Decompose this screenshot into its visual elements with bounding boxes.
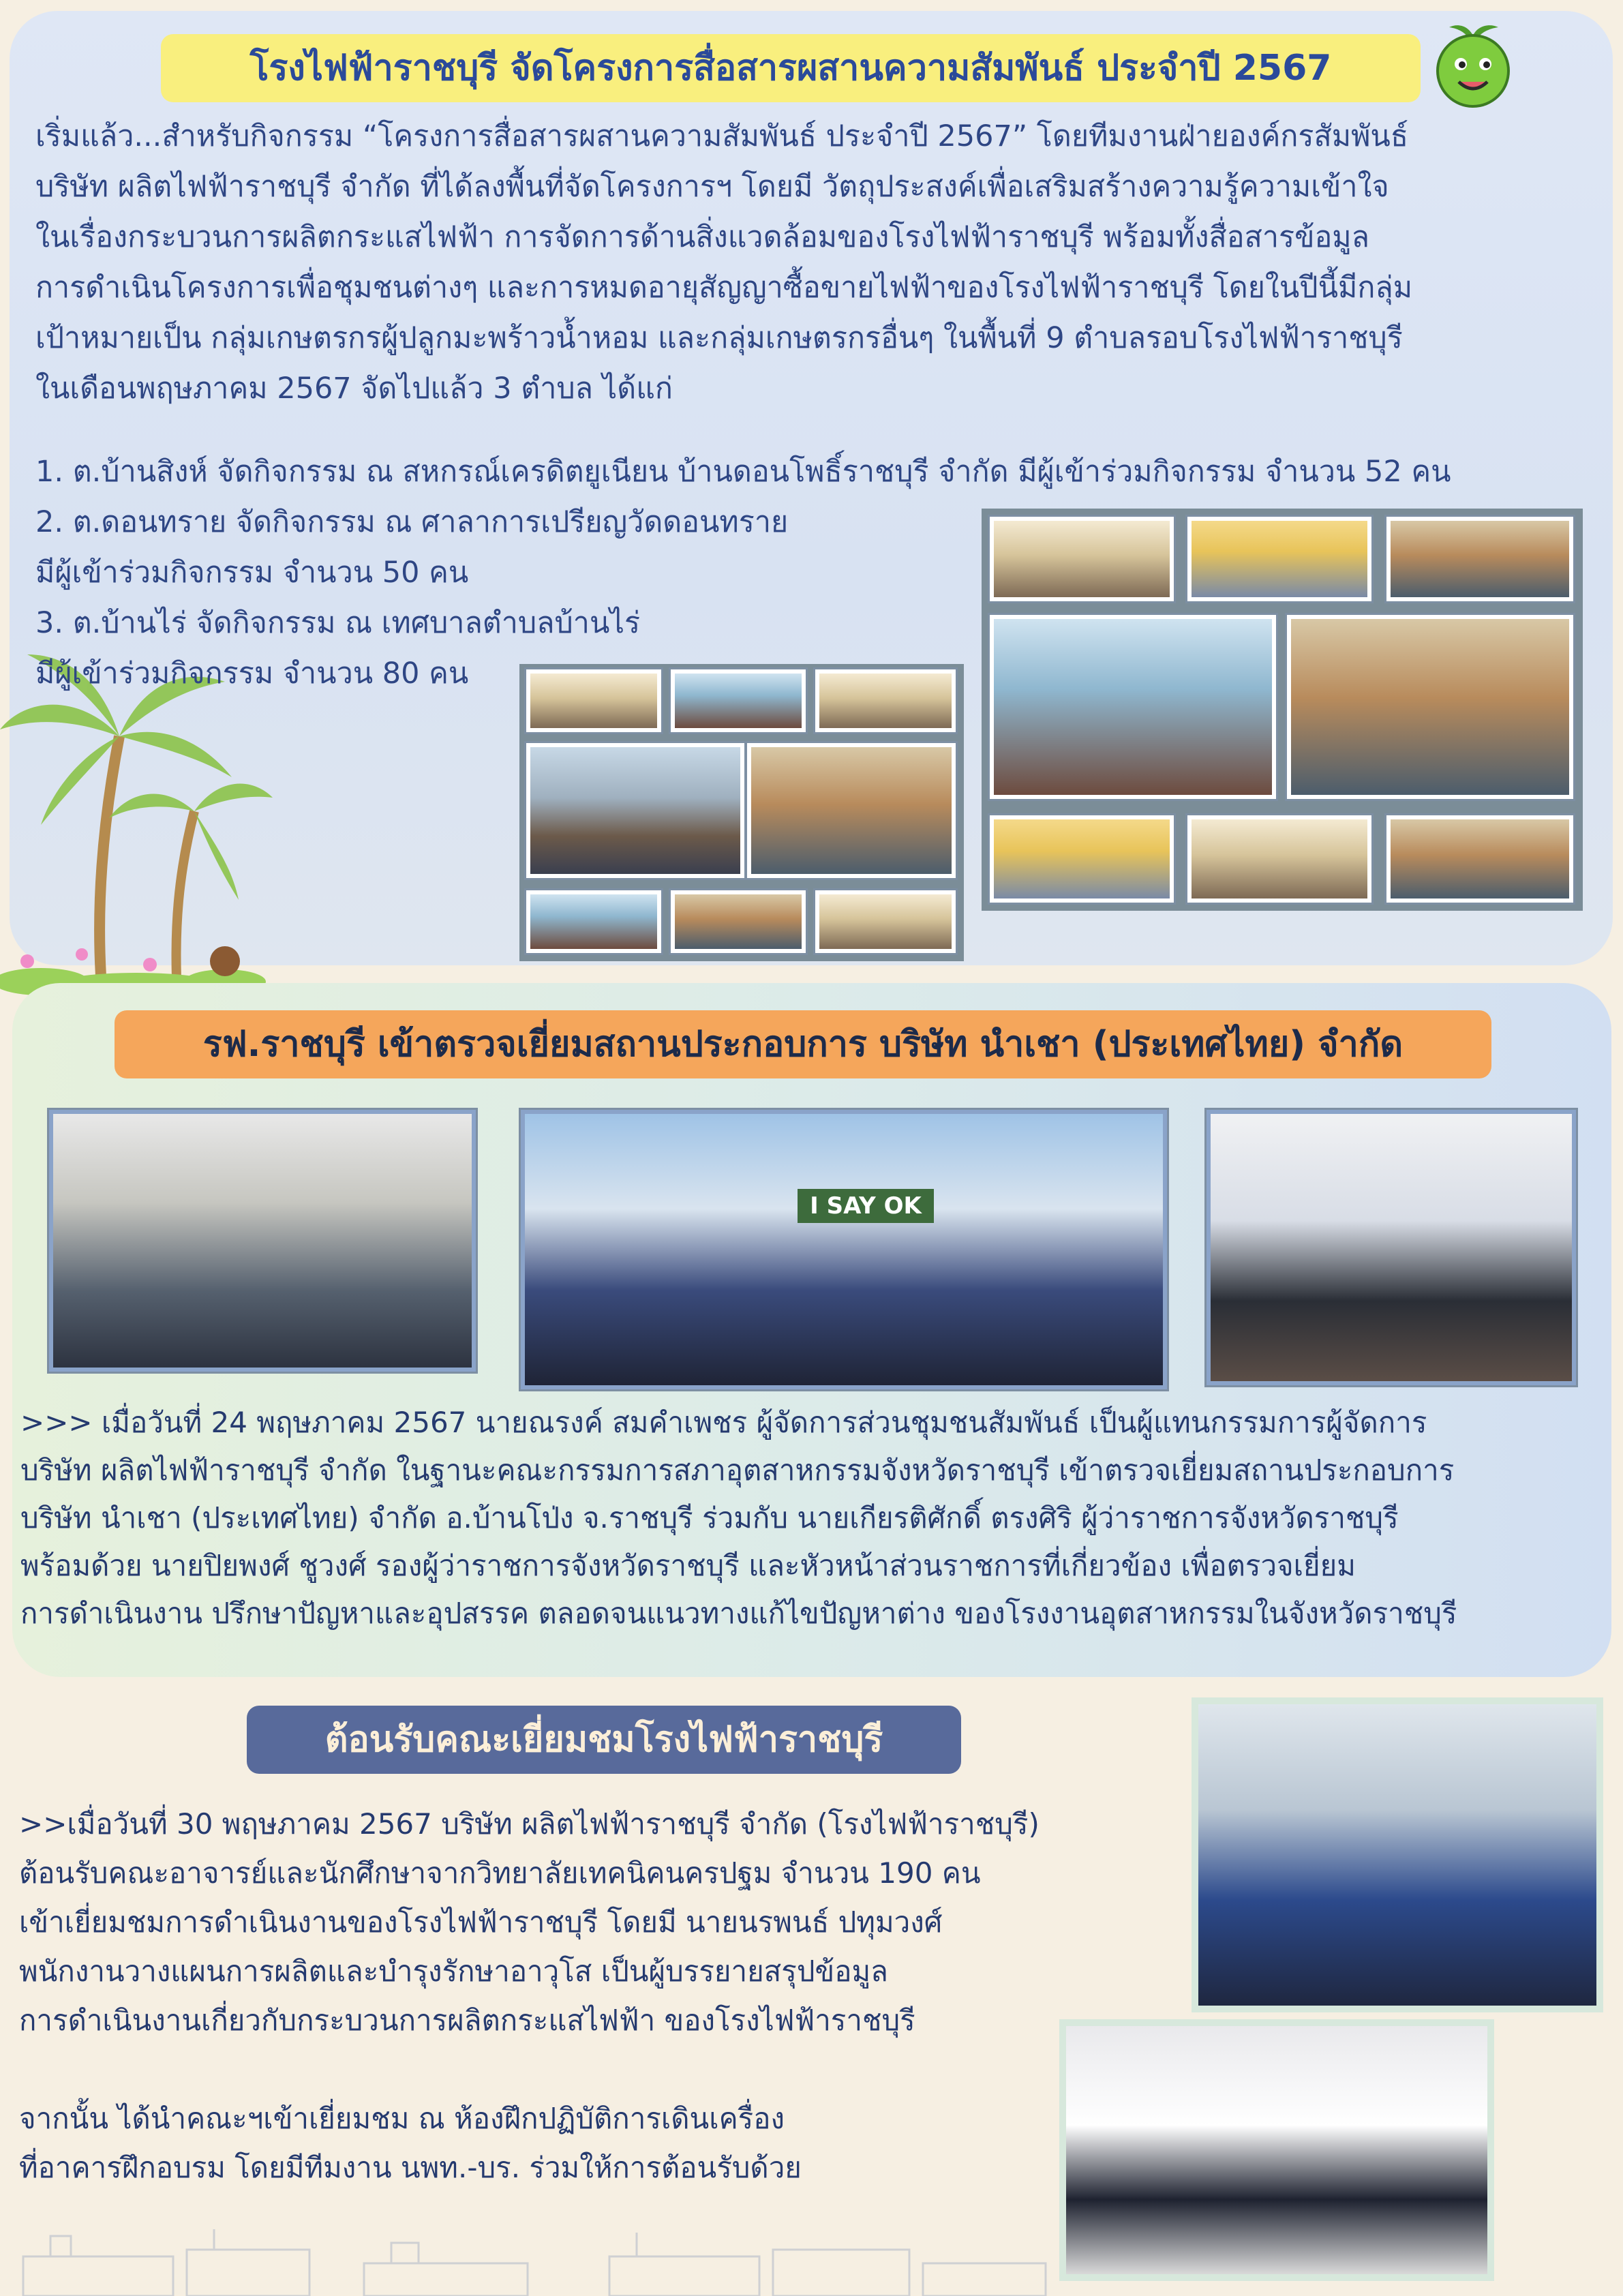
section3-title: ต้อนรับคณะเยี่ยมชมโรงไฟฟ้าราชบุรี [247, 1706, 961, 1774]
training-room-photo [1059, 2019, 1494, 2281]
factory-visit-photo [49, 1110, 476, 1372]
activity-photo [671, 890, 806, 953]
banner-sign: I SAY OK [798, 1189, 934, 1223]
body-line: >>> เมื่อวันที่ 24 พฤษภาคม 2567 นายณรงค์ สมคำเพชร ผู้จัดการส่วนชุมชนสัมพันธ์ เป็นผู้แทนกรรมการผู้จัดการ [20, 1406, 1427, 1439]
intro-line: บริษัท ผลิตไฟฟ้าราชบุรี จำกัด ที่ได้ลงพื้นที่จัดโครงการฯ โดยมี วัตถุประสงค์เพื่อเสริมสร้างความรู้ความเข้าใจ [35, 170, 1389, 204]
student-group-photo [1192, 1697, 1603, 2012]
activity-photo [747, 743, 956, 878]
list-item: 1. ต.บ้านสิงห์ จัดกิจกรรม ณ สหกรณ์เครดิตยูเนียน บ้านดอนโพธิ์ราชบุรี จำกัด มีผู้เข้าร่วมกิจกรรม จำนวน 52 คน [35, 455, 1451, 489]
body-line: การดำเนินงานเกี่ยวกับกระบวนการผลิตกระแสไฟฟ้า ของโรงไฟฟ้าราชบุรี [19, 2004, 915, 2037]
list-item: มีผู้เข้าร่วมกิจกรรม จำนวน 50 คน [35, 556, 469, 590]
body-line: ที่อาคารฝึกอบรม โดยมีทีมงาน นพท.-บร. ร่วมให้การต้อนรับด้วย [19, 2151, 802, 2184]
section1-title: โรงไฟฟ้าราชบุรี จัดโครงการสื่อสารผสานความสัมพันธ์ ประจำปี 2567 [161, 34, 1421, 102]
section1-item1 [35, 447, 1451, 497]
body-line: บริษัท ผลิตไฟฟ้าราชบุรี จำกัด ในฐานะคณะกรรมการสภาอุตสาหกรรมจังหวัดราชบุรี เข้าตรวจเยี่ยมสถานประกอบการ [20, 1453, 1455, 1487]
activity-photo [526, 890, 661, 953]
intro-line: ในเดือนพฤษภาคม 2567 จัดไปแล้ว 3 ตำบล ได้แก่ [35, 372, 673, 406]
section2-title: รฟ.ราชบุรี เข้าตรวจเยี่ยมสถานประกอบการ บริษัท นำเชา (ประเทศไทย) จำกัด [115, 1010, 1491, 1078]
section1-intro [35, 111, 1412, 414]
section3-body [19, 1800, 1040, 2192]
list-item: 2. ต.ดอนทราย จัดกิจกรรม ณ ศาลาการเปรียญวัดดอนทราย [35, 505, 789, 539]
activity-photo [1386, 815, 1573, 903]
body-line: ต้อนรับคณะอาจารย์และนักศึกษาจากวิทยาลัยเทคนิคนครปฐม จำนวน 190 คน [19, 1856, 981, 1890]
intro-line: การดำเนินโครงการเพื่อชุมชนต่างๆ และการหมดอายุสัญญาซื้อขายไฟฟ้าของโรงไฟฟ้าราชบุรี โดยในปีนี้มีกลุ่ม [35, 271, 1413, 305]
list-item: 3. ต.บ้านไร่ จัดกิจกรรม ณ เทศบาลตำบลบ้านไร่ [35, 606, 641, 640]
body-line: พร้อมด้วย นายปิยพงศ์ ชูวงศ์ รองผู้ว่าราชการจังหวัดราชบุรี และหัวหน้าส่วนราชการที่เกี่ยวข้อง เพื่อตรวจเยี่ยม [20, 1549, 1356, 1582]
activity-photo [1187, 815, 1371, 903]
body-line: เข้าเยี่ยมชมการดำเนินงานของโรงไฟฟ้าราชบุรี โดยมี นายนรพนธ์ ปทุมวงศ์ [19, 1905, 943, 1939]
list-item: มีผู้เข้าร่วมกิจกรรม จำนวน 80 คน [35, 656, 469, 691]
body-line: >>เมื่อวันที่ 30 พฤษภาคม 2567 บริษัท ผลิตไฟฟ้าราชบุรี จำกัด (โรงไฟฟ้าราชบุรี) [19, 1807, 1040, 1841]
body-line: พนักงานวางแผนการผลิตและบำรุงรักษาอาวุโส เป็นผู้บรรยายสรุปข้อมูล [19, 1954, 888, 1988]
group-photo [521, 1110, 1167, 1389]
intro-line: เป้าหมายเป็น กลุ่มเกษตรกรผู้ปลูกมะพร้าวน้ำหอม และกลุ่มเกษตรกรอื่นๆ ในพื้นที่ 9 ตำบลรอบโรงไฟฟ้าราชบุรี [35, 321, 1403, 355]
activity-photo [815, 890, 956, 953]
activity-photo [815, 669, 956, 732]
activity-photo [1386, 517, 1573, 601]
activity-photo [526, 669, 661, 732]
coconut-mascot-icon [1430, 22, 1516, 110]
activity-photo [1187, 517, 1371, 601]
activity-photo [1287, 615, 1573, 799]
showroom-photo [1207, 1110, 1576, 1385]
activity-photo [526, 743, 744, 878]
intro-line: ในเรื่องกระบวนการผลิตกระแสไฟฟ้า การจัดการด้านสิ่งแวดล้อมของโรงไฟฟ้าราชบุรี พร้อมทั้งสื่อสารข้อมูล [35, 220, 1369, 254]
activity-photo [990, 615, 1276, 799]
activity-photo [671, 669, 806, 732]
activity-photo [990, 517, 1174, 601]
intro-line: เริ่มแล้ว...สำหรับกิจกรรม “โครงการสื่อสารผสานความสัมพันธ์ ประจำปี 2567” โดยทีมงานฝ่ายองค์กรสัมพันธ์ [35, 119, 1409, 153]
power-plant-silhouette-icon [10, 2229, 1059, 2296]
activity-photo [990, 815, 1174, 903]
body-line [19, 2045, 1040, 2094]
body-line: การดำเนินงาน ปรึกษาปัญหาและอุปสรรค ตลอดจนแนวทางแก้ไขปัญหาต่าง ของโรงงานอุตสาหกรรมในจังหวัดราชบุรี [20, 1597, 1457, 1630]
body-line: บริษัท นำเชา (ประเทศไทย) จำกัด อ.บ้านโป่ง จ.ราชบุรี ร่วมกับ นายเกียรติศักดิ์ ตรงศิริ ผู้ว่าราชการจังหวัดราชบุรี [20, 1501, 1399, 1535]
body-line: จากนั้น ได้นำคณะฯเข้าเยี่ยมชม ณ ห้องฝึกปฏิบัติการเดินเครื่อง [19, 2102, 785, 2135]
section2-body [20, 1399, 1457, 1637]
